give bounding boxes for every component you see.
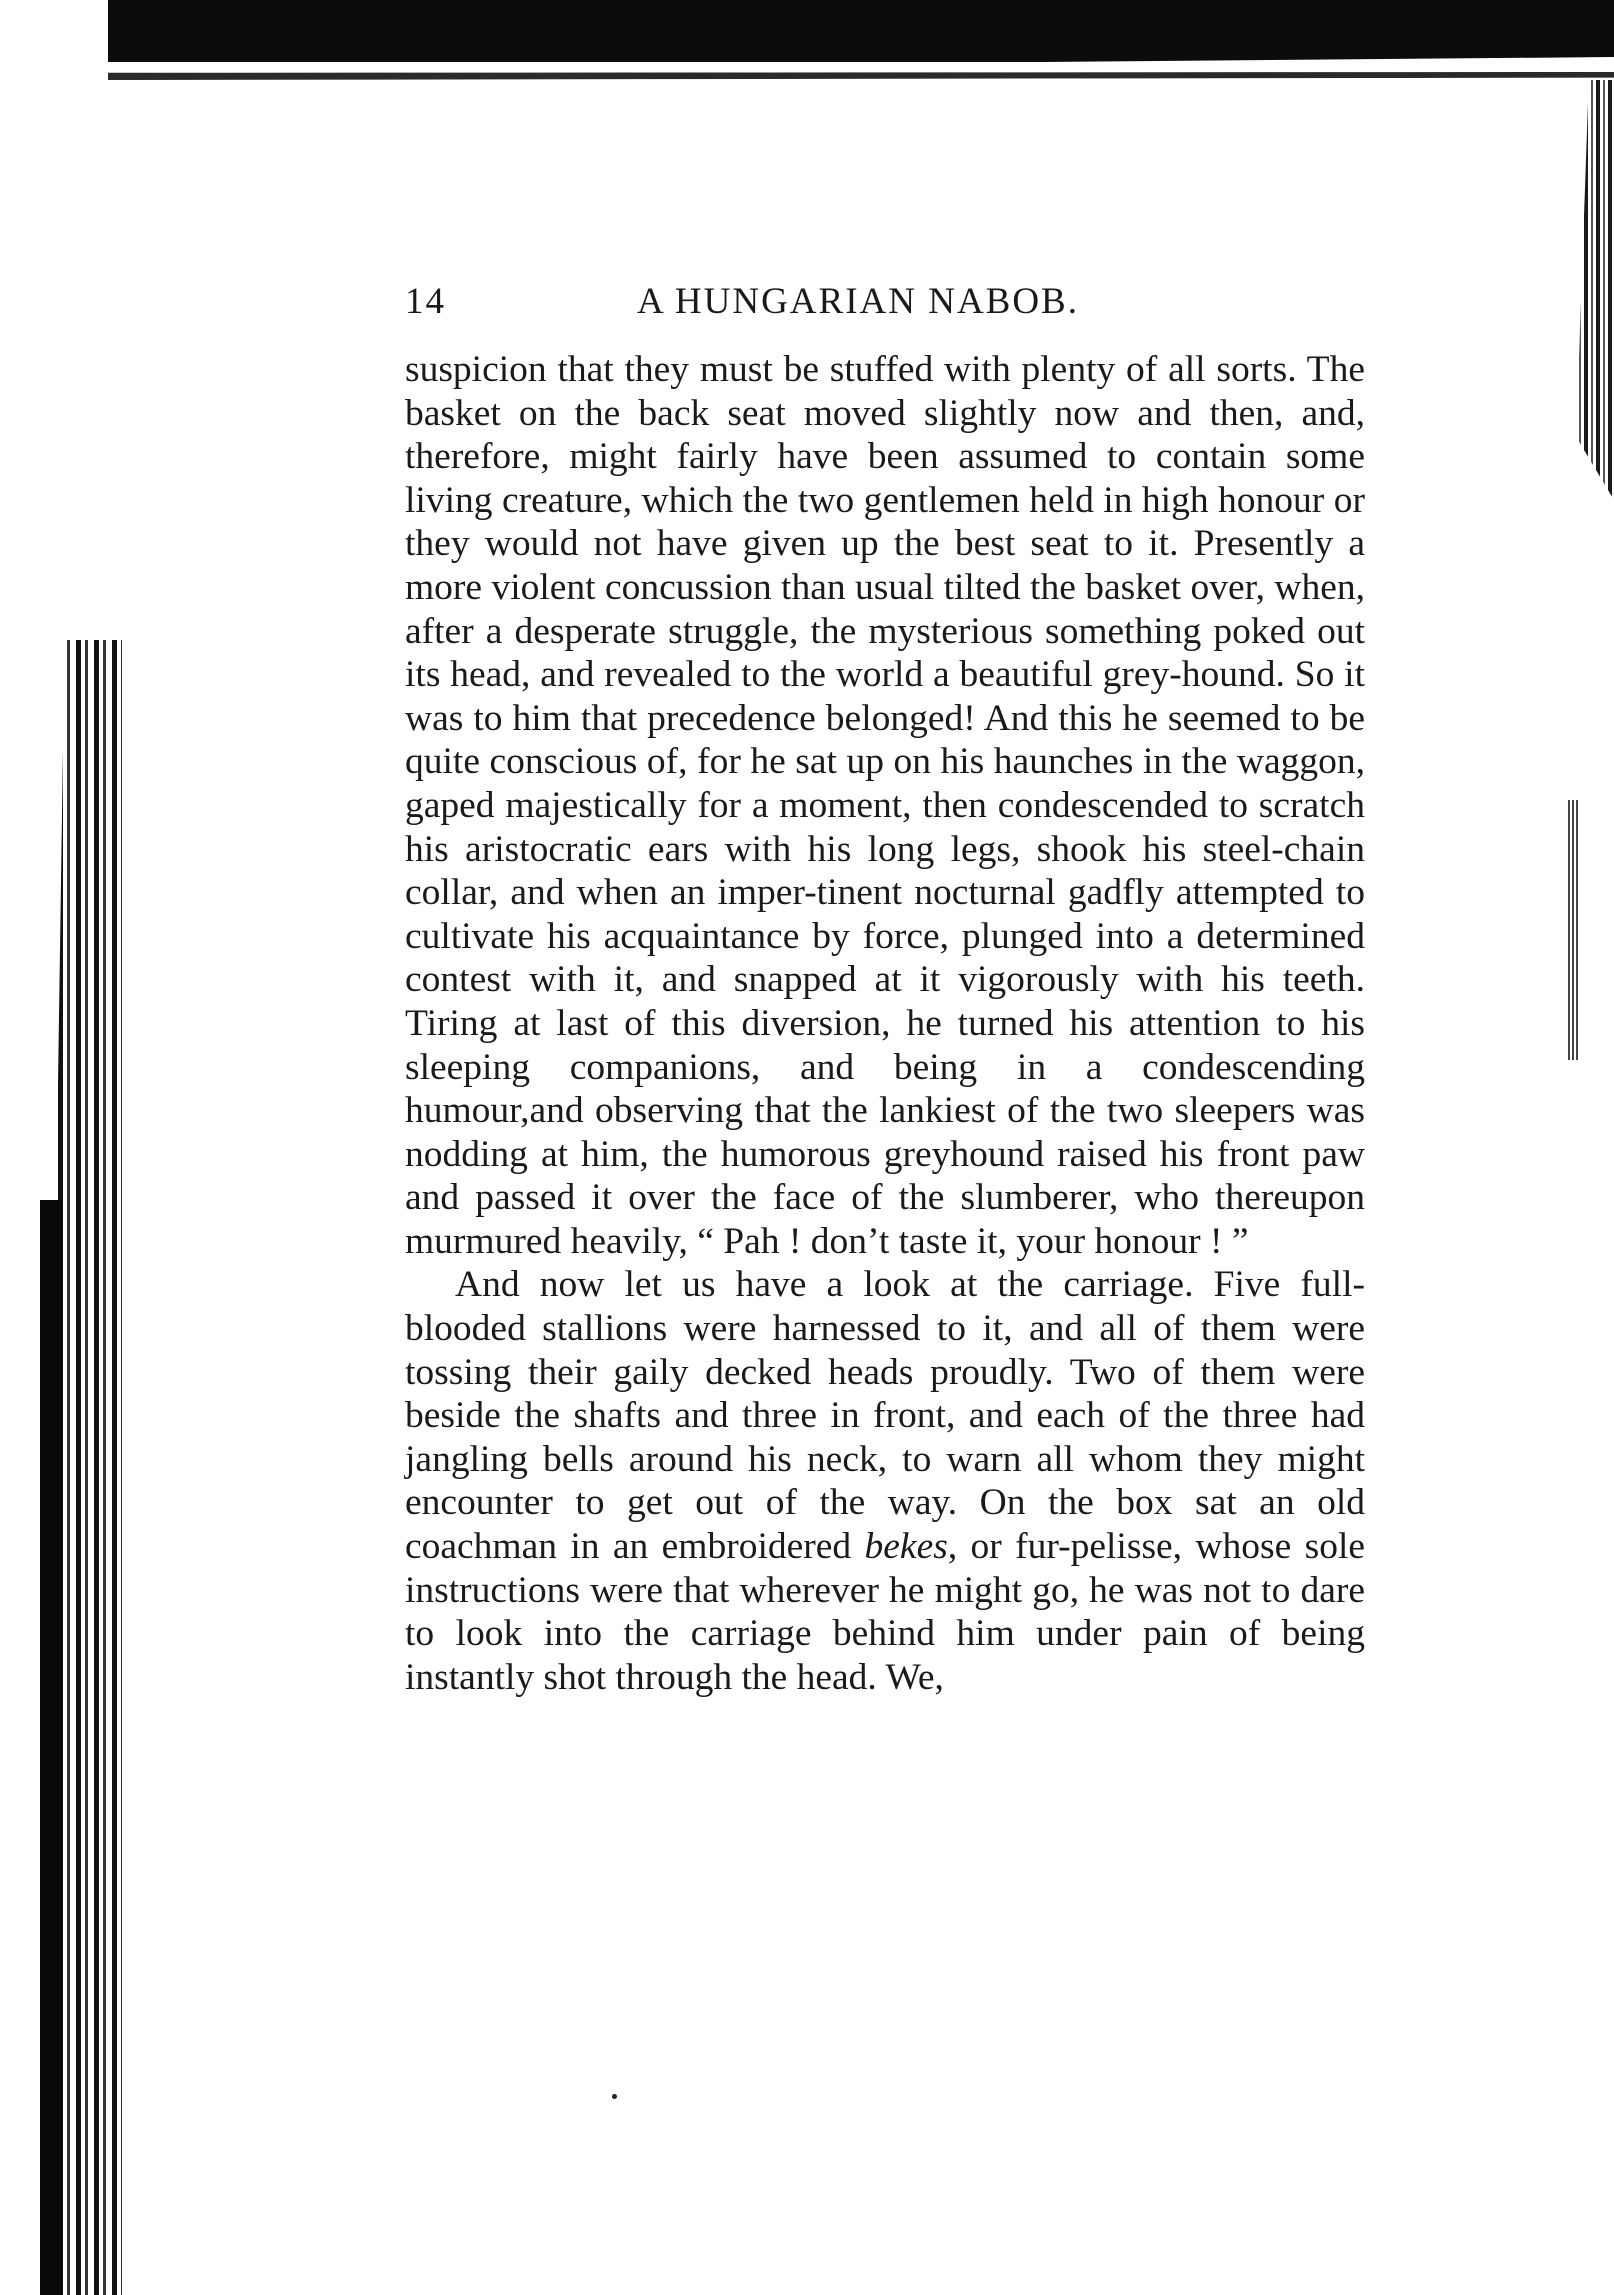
paragraph-2-tail: , or fur-pelisse, whose sole instructions were that wherever he might go, he was not to dare to look into the carriage behind him under pain of being instantly shot through the head. We,: [405, 1526, 1366, 1698]
book-title: A HUNGARIAN NABOB.: [637, 281, 1079, 322]
scan-edge-right-mid: [1568, 800, 1578, 1060]
scan-speck: [612, 2094, 617, 2099]
paragraph-1: suspicion that they must be stuffed with plenty of all sorts. The basket on the back seat moved slightly now and then, and, therefore, might fairly have been assumed to contain some living creature, which the two gentlemen held in high honour or they would not have given up the best seat to it. Presently a more violent concussion than usual tilted the basket over, when, after a desperate struggle, the mysterious something poked out its head, and revealed to the world a beautiful grey-hound. So it was to him that precedence belonged! And this he seemed to be quite conscious of, for he sat up on his haunches in the waggon, gaped majestically for a moment, then condescended to scratch his aristocratic ears with his long legs, shook his steel-chain collar, and when an imper-tinent nocturnal gadfly attempted to cultivate his acquaintance by force, plunged into a determined contest with it, and snapped at it vigorously with his teeth. Tiring at last of this diversion, he turned his attention to his sleeping companions, and being in a condescending humour,and observing that the lankiest of the two sleepers was nodding at him, the humorous greyhound raised his front paw and passed it over the face of the slumberer, who thereupon murmured heavily, “ Pah ! don’t taste it, your honour ! ”: [405, 349, 1365, 1262]
running-head: [405, 280, 1365, 330]
paragraph-2-text: And now let us have a look at the carriage. Five full-blooded stallions were harnessed to it, and all of them were tossing their gaily decked heads proudly. Two of them were beside the shafts and three in front, and each of the three had jangling bells around his neck, to warn all whom they might encounter to get out of the way. On the box sat an old coachman in an embroidered: [405, 1264, 1365, 1568]
scan-edge-right-top: [1572, 80, 1614, 500]
book-page: [405, 280, 1365, 1699]
scan-border-top: [108, 0, 1614, 62]
body-text: [405, 348, 1365, 1699]
page-number: 14: [405, 281, 446, 322]
paragraph-2: [405, 1263, 1365, 1699]
scan-rule-top: [108, 72, 1614, 80]
scan-edge-left-shadow: [40, 1200, 62, 2295]
italic-term-bekes: bekes: [864, 1526, 948, 1568]
